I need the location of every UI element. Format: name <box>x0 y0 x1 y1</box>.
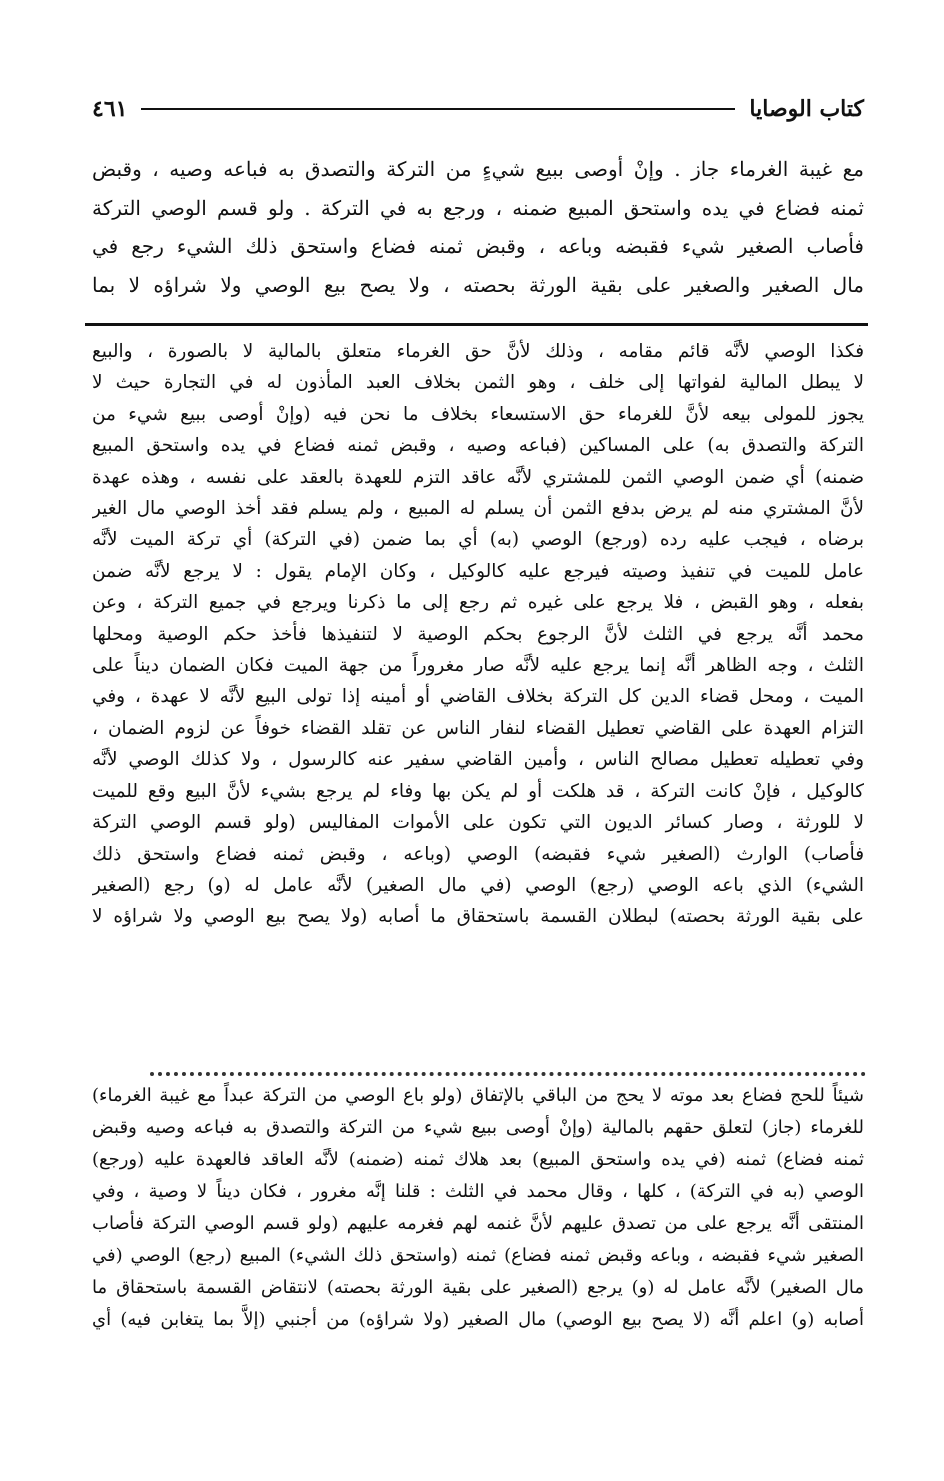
main-line: فأصاب الصغير شيء فقبضه وباعه ، وقبض ثمنه فضاع واستحق ذلك الشيء رجع في <box>92 234 864 258</box>
dotted-separator <box>150 1072 866 1076</box>
commentary-line: التركة والتصدق به) على المساكين (فباعه وصيه ، وقبض ثمنه فضاع في يده واستحق المبيع <box>92 435 864 457</box>
commentary-line: التزام العهدة على القاضي تعطيل القضاء لنفار الناس عن تقلد القضاء خوفاً عن لزوم الضمان ، <box>92 717 864 739</box>
commentary-line: بفعله ، وهو القبض ، فلا يرجع على غيره ثم رجع إلى ما ذكرنا ويرجع في جميع التركة ، وعن <box>92 592 864 614</box>
commentary-line: لا يبطل المالية لفواتها إلى خلف ، وهو الثمن بخلاف العبد المأذون له في التجارة حيث لا <box>92 372 864 394</box>
header-rule <box>141 108 735 110</box>
commentary-line: على بقية الورثة بحصته) لبطلان القسمة باستحقاق ما أصابه (ولا يصح بيع الوصي ولا شراؤه لا <box>92 906 864 928</box>
commentary-line: كالوكيل ، فإنْ كانت التركة ، قد هلكت أو لم يكن بها وفاء لم يرجع بشيء لأنَّ البيع وقع للميت <box>92 780 864 802</box>
page-number: ٤٦١ <box>92 96 128 122</box>
footnote-line: الصغير شيء فقبضه ، وباعه وقبض ثمنه فضاع) ثمنه (واستحق ذلك الشيء) المبيع (رجع) الوصي (في <box>92 1245 864 1266</box>
commentary-line: برضاه ، فيجب عليه رده (ورجع) الوصي (به) أي بما ضمن (في التركة) أي تركة الميت لأنَّه <box>92 529 864 551</box>
footnote-line: شيئاً للحج فضاع بعد موته لا يحج من الباقي بالإتفاق (ولو باع الوصي من التركة عبداً مع غيبة الغرماء) <box>92 1085 864 1106</box>
commentary-line: وفي تعطيله تعطيل مصالح الناس ، وأمين القاضي سفير عنه كالرسول ، ولا كذلك الوصي لأنَّه <box>92 749 864 771</box>
commentary-line: ضمنه) أي ضمن الوصي الثمن للمشتري لأنَّه عاقد التزم للعهدة بالعقد على نفسه ، وهذه عهدة <box>92 466 864 488</box>
main-text <box>92 150 864 304</box>
commentary-line: فكذا الوصي لأنَّه قائم مقامه ، وذلك لأنَّ حق الغرماء متعلق بالمالية لا بالصورة ، والبيع <box>92 341 864 362</box>
footnote-line: المنتقى أنَّه يرجع على من تصدق عليهم لأنَّ غنمه لهم فغرمه عليهم (ولو قسم الوصي التركة فأصاب <box>92 1213 864 1234</box>
commentary-line: الشيء) الذي باعه الوصي (رجع) الوصي (في مال الصغير) لأنَّه عامل له (و) رجع (الصغير <box>92 874 864 896</box>
main-line: مال الصغير والصغير على بقية الورثة بحصته ، ولا يصح بيع الوصي ولا شراؤه لا بما <box>92 272 864 297</box>
section-separator <box>85 323 868 326</box>
footnote-line: للغرماء (جاز) لتعلق حقهم بالمالية (وإنْ أوصى ببيع شيء من التركة والتصدق به فباعه وصيه وقبض <box>92 1117 864 1138</box>
commentary-line: الميت ، ومحل قضاء الدين كل التركة بخلاف القاضي أو أمينه إذا تولى البيع لأنَّه لا عهدة ، وفي <box>92 686 864 708</box>
page-header <box>92 92 864 126</box>
main-line: مع غيبة الغرماء جاز . وإنْ أوصى ببيع شيءٍ من التركة والتصدق به فباعه وصيه ، وقبض <box>92 157 864 181</box>
footnote-line: ثمنه فضاع) ثمنه (في يده واستحق المبيع) بعد هلاك ثمنه (ضمنه) لأنَّه العاقد فالعهدة عليه (ورجع) <box>92 1149 864 1170</box>
commentary-line: لا للورثة ، وصار كسائر الديون التي تكون على الأموات المفاليس (ولو قسم الوصي التركة <box>92 812 864 834</box>
commentary-line: محمد أنَّه يرجع في الثلث لأنَّ الرجوع بحكم الوصية لا لتنفيذها فأخذ حكم الوصية ومحلها <box>92 623 864 645</box>
commentary-line: يجوز للمولى بيعه لأنَّ للغرماء حق الاستسعاء بخلاف ما نحن فيه (وإنْ أوصى ببيع شيء من <box>92 403 864 425</box>
footnote-line: مال الصغير) لأنَّه عامل له (و) يرجع (الصغير على بقية الورثة بحصته) لانتقاض القسمة باستحقاق ما <box>92 1277 864 1298</box>
commentary-text <box>92 336 864 933</box>
commentary-line: لأنَّ المشتري منه لم يرض بدفع الثمن أن يسلم له المبيع ، ولم يسلم فقد أخذ الوصي مال الغير <box>92 498 864 520</box>
commentary-line: فأصاب) الوارث (الصغير شيء فقبضه) الوصي (وباعه ، وقبض ثمنه فضاع واستحق ذلك <box>92 843 864 865</box>
commentary-line: الثلث ، وجه الظاهر أنَّه إنما يرجع عليه لأنَّه صار مغروراً من جهة الميت فكان الضمان ديناً على <box>92 655 864 677</box>
main-line: ثمنه فضاع في يده واستحق المبيع ضمنه ، ورجع به في التركة . ولو قسم الوصي التركة <box>92 195 864 220</box>
footnote-line: أصابه (و) اعلم أنَّه (لا يصح بيع الوصي) مال الصغير (ولا شراؤه) من أجنبي (إلاَّ بما يتغابن فيه) أي <box>92 1309 864 1330</box>
chapter-title: كتاب الوصايا <box>749 96 864 122</box>
footnote-line: الوصي (به في التركة) ، كلها ، وقال محمد في الثلث : قلنا إنَّه مغرور ، فكان ديناً لا وصية ، وفي <box>92 1181 864 1202</box>
commentary-line: عامل للميت في تنفيذ وصيته فيرجع عليه كالوكيل ، وكان الإمام يقول : لا يرجع لأنَّه ضمن <box>92 560 864 582</box>
footnote-text <box>92 1080 864 1336</box>
